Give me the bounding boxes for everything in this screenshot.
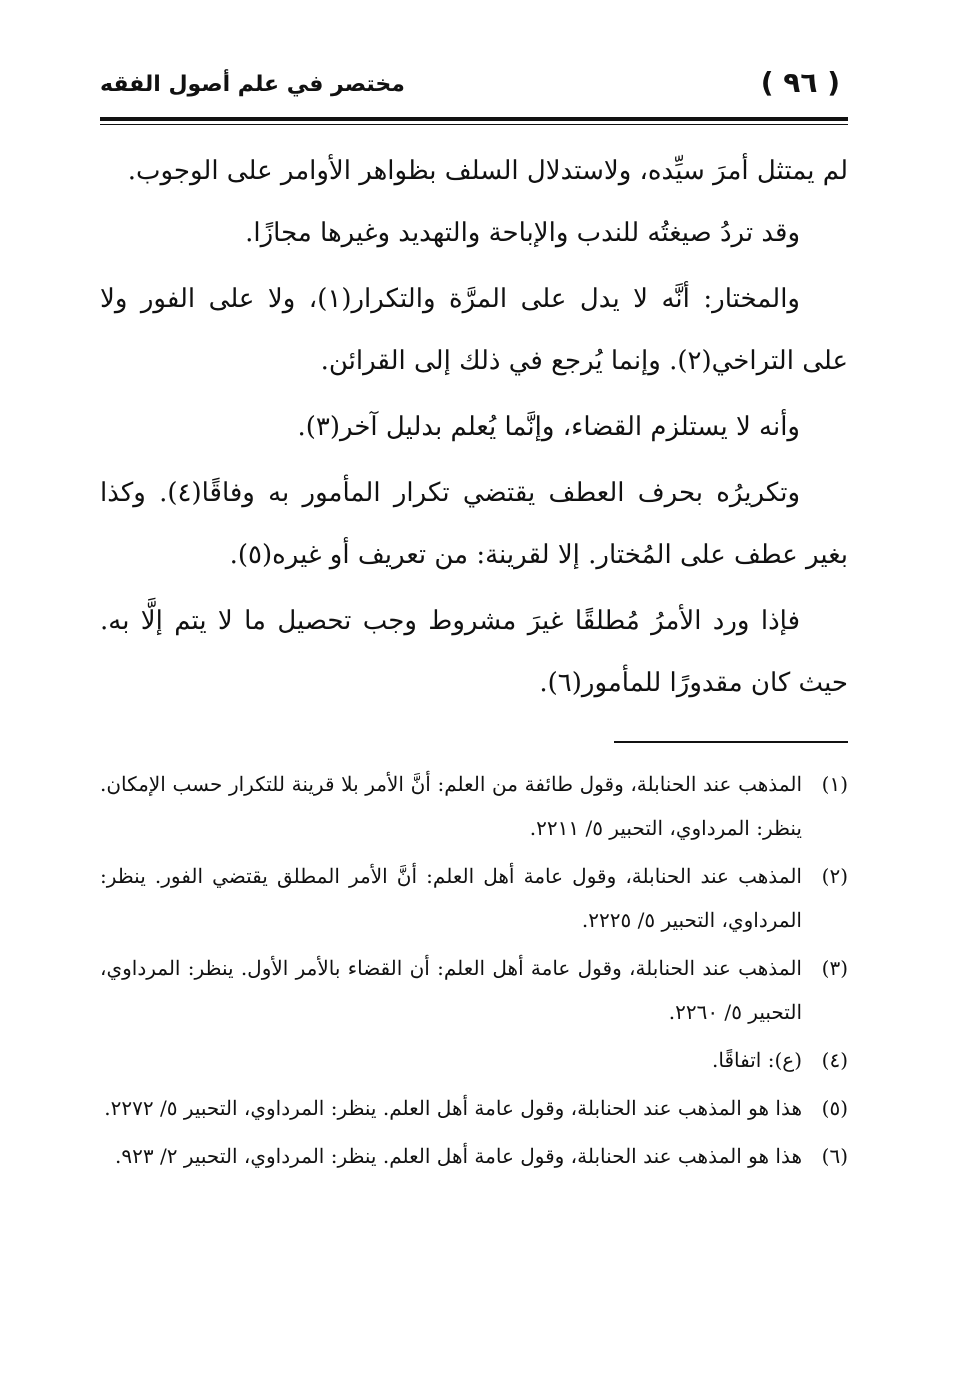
footnote-number: (١) [821,772,848,796]
footnote [100,946,848,1034]
footnote [100,1134,848,1178]
footnote [100,762,848,850]
paragraph: وقد تردُ صيغتُه للندب والإباحة والتهديد وغيرها مجازًا. [245,218,800,248]
header-rule [100,117,848,121]
footnote-number: (٤) [821,1048,848,1072]
footnote [100,1038,848,1082]
footnote-text: (ع): اتفاقًا. [712,1048,802,1072]
paragraph: لم يمتثل أمرَ سيِّده، ولاستدلال السلف بظواهر الأوامر على الوجوب. [127,156,848,186]
paragraph: والمختار: أنَّه لا يدل على المرَّة والتكرار(١)، ولا على الفور ولا على التراخي(٢). وإنما يُرجع في ذلك إلى القرائن. [100,284,848,376]
footnote-number: (٣) [821,956,848,980]
footnote-text: هذا هو المذهب عند الحنابلة، وقول عامة أهل العلم. ينظر: المرداوي، التحبير ٢/ ٩٢٣. [115,1144,802,1168]
footnote-separator [614,741,848,743]
footnote [100,854,848,942]
paragraph: وتكريرُه بحرف العطف يقتضي تكرار المأمور به وفاقًا(٤). وكذا بغير عطف على المُختار. إلا لقرينة: من تعريف أو غيره(٥). [100,478,848,570]
main-text [100,140,848,714]
footnote-number: (٢) [821,864,848,888]
footnote-number: (٦) [821,1144,848,1168]
footnote-text: المذهب عند الحنابلة، وقول عامة أهل العلم: أن القضاء بالأمر الأول. ينظر: المرداوي، التحبير ٥/ ٢٢٦٠. [100,956,802,1024]
running-title: مختصر في علم أصول الفقه [100,72,405,97]
paragraph: فإذا ورد الأمرُ مُطلقًا غيرَ مشروط وجب تحصيل ما لا يتم إلَّا به. حيث كان مقدورًا للمأمور(٦). [100,606,848,698]
footnote-text: المذهب عند الحنابلة، وقول طائفة من العلم: أنَّ الأمر بلا قرينة للتكرار حسب الإمكان. ينظر: المرداوي، التحبير ٥/ ٢٢١١. [100,772,803,840]
footnote [100,1086,848,1130]
footnotes [100,762,848,1182]
page-header [100,62,848,114]
paragraph: وأنه لا يستلزم القضاء، وإنَّما يُعلم بدليل آخر(٣). [297,412,800,442]
footnote-text: هذا هو المذهب عند الحنابلة، وقول عامة أهل العلم. ينظر: المرداوي، التحبير ٥/ ٢٢٧٢. [104,1096,802,1120]
footnote-number: (٥) [821,1096,848,1120]
footnote-text: المذهب عند الحنابلة، وقول عامة أهل العلم: أنَّ الأمر المطلق يقتضي الفور. ينظر: المرداوي، التحبير ٥/ ٢٢٢٥. [100,864,802,932]
page-number: ( ٩٦ ) [760,66,840,99]
header-rule-thin [100,124,848,125]
